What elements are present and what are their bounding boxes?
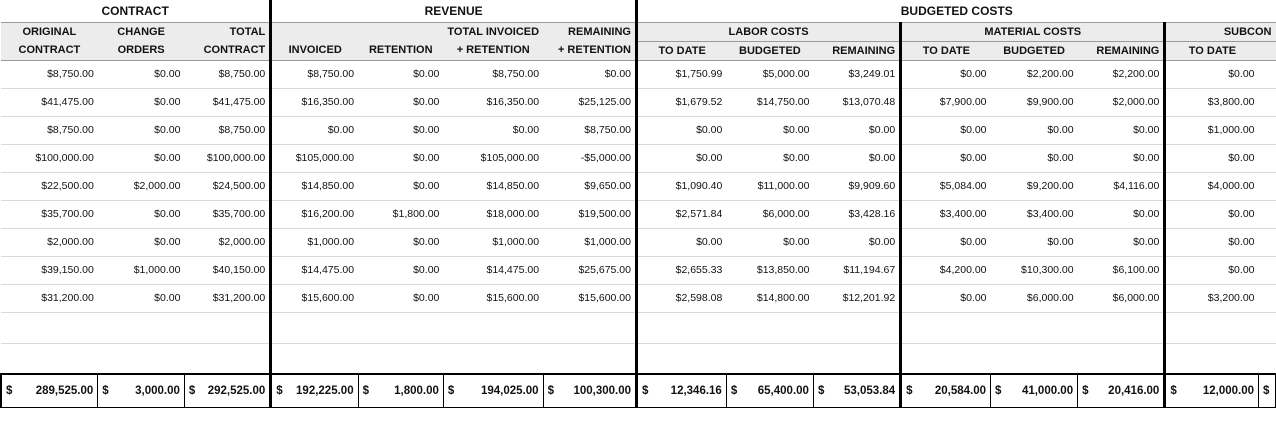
empty-cell[interactable] [358, 343, 443, 374]
cell-retention[interactable]: $0.00 [358, 60, 443, 88]
total-labor-to-date[interactable] [637, 374, 727, 407]
cell-labor-budgeted[interactable]: $14,750.00 [726, 88, 813, 116]
cell-labor-budgeted[interactable]: $5,000.00 [726, 60, 813, 88]
cell-invoiced[interactable]: $15,600.00 [271, 284, 358, 312]
cell-labor-remaining[interactable]: $0.00 [813, 144, 900, 172]
header-labor-to-date[interactable]: TO DATE [637, 41, 727, 60]
cell-remaining-revenue[interactable]: $0.00 [543, 60, 636, 88]
cell-overflow[interactable] [1259, 144, 1276, 172]
cell-retention[interactable]: $0.00 [358, 228, 443, 256]
total-value: 65,400.00 [757, 384, 809, 397]
empty-cell[interactable] [637, 343, 727, 374]
cell-overflow[interactable] [1259, 284, 1276, 312]
header-total-contract[interactable]: CONTRACT [184, 41, 270, 60]
empty-cell[interactable] [358, 312, 443, 343]
cell-total-invoiced[interactable]: $14,475.00 [443, 256, 543, 284]
subgroup-subcontractor[interactable]: SUBCON [1165, 22, 1276, 41]
empty-cell[interactable] [991, 312, 1078, 343]
currency-symbol: $ [6, 384, 13, 397]
currency-symbol: $ [188, 384, 196, 397]
empty-cell[interactable] [98, 312, 185, 343]
table-row [1, 60, 1276, 88]
cell-subcontractor-to-date[interactable]: $4,000.00 [1165, 172, 1259, 200]
cell-original-contract[interactable]: $8,750.00 [1, 116, 98, 144]
cell-material-budgeted[interactable]: $0.00 [991, 228, 1078, 256]
cell-total-invoiced[interactable]: $0.00 [443, 116, 543, 144]
empty-cell[interactable] [184, 312, 270, 343]
total-value: 100,300.00 [573, 384, 631, 397]
cell-total-invoiced[interactable]: $16,350.00 [443, 88, 543, 116]
empty-cell[interactable] [443, 343, 543, 374]
empty-cell[interactable] [726, 312, 813, 343]
total-material-to-date[interactable] [901, 374, 991, 407]
total-value: 1,800.00 [394, 384, 439, 397]
header-remaining-plus-retention[interactable]: + RETENTION [543, 41, 636, 60]
total-value: 41,000.00 [1021, 384, 1074, 397]
cell-material-remaining[interactable]: $0.00 [1078, 144, 1165, 172]
cell-total-contract[interactable]: $100,000.00 [184, 144, 270, 172]
table-row [1, 284, 1276, 312]
cell-material-to-date[interactable]: $0.00 [901, 284, 991, 312]
header-labor-remaining[interactable]: REMAINING [813, 41, 900, 60]
cell-material-budgeted[interactable]: $6,000.00 [991, 284, 1078, 312]
empty-row [1, 312, 1276, 343]
cell-retention[interactable]: $0.00 [358, 172, 443, 200]
cell-labor-to-date[interactable]: $2,571.84 [637, 200, 727, 228]
column-header-row-2 [1, 41, 1276, 60]
cell-overflow[interactable] [1259, 116, 1276, 144]
cell-labor-remaining[interactable]: $3,249.01 [813, 60, 900, 88]
header-material-to-date[interactable]: TO DATE [901, 41, 991, 60]
table-row [1, 144, 1276, 172]
cell-material-remaining[interactable]: $0.00 [1078, 228, 1165, 256]
cell-change-orders[interactable]: $0.00 [98, 144, 185, 172]
cell-labor-remaining[interactable]: $13,070.48 [813, 88, 900, 116]
cell-retention[interactable]: $0.00 [358, 116, 443, 144]
column-header-row-1 [1, 22, 1276, 41]
header-total-invoiced[interactable]: TOTAL INVOICED [443, 22, 543, 41]
empty-cell[interactable] [1259, 312, 1276, 343]
total-labor-budgeted[interactable] [726, 374, 813, 407]
cell-labor-budgeted[interactable]: $6,000.00 [726, 200, 813, 228]
cell-total-contract[interactable]: $40,150.00 [184, 256, 270, 284]
group-header-budgeted-costs[interactable]: BUDGETED COSTS [637, 0, 1276, 22]
cell-subcontractor-to-date[interactable]: $0.00 [1165, 228, 1259, 256]
cell-labor-budgeted[interactable]: $14,800.00 [726, 284, 813, 312]
cell-remaining-revenue[interactable]: -$5,000.00 [543, 144, 636, 172]
cell-material-budgeted[interactable]: $0.00 [991, 116, 1078, 144]
group-header-contract[interactable]: CONTRACT [1, 0, 271, 22]
header-subcontractor-to-date[interactable]: TO DATE [1165, 41, 1259, 60]
currency-symbol: $ [642, 384, 649, 397]
cell-original-contract[interactable]: $100,000.00 [1, 144, 98, 172]
cell-labor-budgeted[interactable]: $0.00 [726, 228, 813, 256]
cell-invoiced[interactable]: $0.00 [271, 116, 358, 144]
total-value: 12,000.00 [1202, 384, 1254, 397]
table-row [1, 88, 1276, 116]
cell-original-contract[interactable]: $31,200.00 [1, 284, 98, 312]
cell-retention[interactable]: $0.00 [358, 256, 443, 284]
cell-labor-remaining[interactable]: $9,909.60 [813, 172, 900, 200]
cell-overflow[interactable] [1259, 88, 1276, 116]
currency-symbol: $ [1263, 384, 1270, 397]
header-retention[interactable]: RETENTION [358, 41, 443, 60]
cell-subcontractor-to-date[interactable]: $3,200.00 [1165, 284, 1259, 312]
empty-row [1, 343, 1276, 374]
cell-invoiced[interactable]: $14,850.00 [271, 172, 358, 200]
total-value: 20,416.00 [1108, 384, 1160, 397]
cell-material-to-date[interactable]: $0.00 [901, 116, 991, 144]
cell-remaining-revenue[interactable]: $9,650.00 [543, 172, 636, 200]
group-header-row [1, 0, 1276, 22]
cell-retention[interactable]: $0.00 [358, 88, 443, 116]
empty-cell[interactable] [726, 343, 813, 374]
cell-material-remaining[interactable]: $6,000.00 [1078, 284, 1165, 312]
cell-total-invoiced[interactable]: $14,850.00 [443, 172, 543, 200]
cell-labor-budgeted[interactable]: $0.00 [726, 144, 813, 172]
currency-symbol: $ [276, 384, 283, 397]
empty-cell[interactable] [543, 312, 636, 343]
header-overflow[interactable] [1259, 41, 1276, 60]
cell-subcontractor-to-date[interactable]: $0.00 [1165, 200, 1259, 228]
cell-retention[interactable]: $0.00 [358, 284, 443, 312]
empty-cell[interactable] [901, 343, 991, 374]
header-invoiced-top[interactable] [271, 22, 358, 41]
total-value: 289,525.00 [35, 384, 94, 397]
cell-labor-to-date[interactable]: $0.00 [637, 144, 727, 172]
cell-overflow[interactable] [1259, 60, 1276, 88]
cell-subcontractor-to-date[interactable]: $0.00 [1165, 256, 1259, 284]
header-contract[interactable]: CONTRACT [1, 41, 98, 60]
table-row [1, 200, 1276, 228]
header-remaining-rev[interactable]: REMAINING [543, 22, 636, 41]
cell-remaining-revenue[interactable]: $15,600.00 [543, 284, 636, 312]
cell-overflow[interactable] [1259, 200, 1276, 228]
cell-labor-budgeted[interactable]: $13,850.00 [726, 256, 813, 284]
cell-retention[interactable]: $1,800.00 [358, 200, 443, 228]
cell-labor-to-date[interactable]: $0.00 [637, 116, 727, 144]
cell-material-budgeted[interactable]: $3,400.00 [991, 200, 1078, 228]
header-material-budgeted[interactable]: BUDGETED [991, 41, 1078, 60]
cell-change-orders[interactable]: $0.00 [98, 200, 185, 228]
total-material-budgeted[interactable] [991, 374, 1078, 407]
cell-retention[interactable]: $0.00 [358, 144, 443, 172]
header-invoiced[interactable]: INVOICED [271, 41, 358, 60]
cell-material-to-date[interactable]: $0.00 [901, 60, 991, 88]
empty-cell[interactable] [1165, 343, 1259, 374]
total-value: 12,346.16 [670, 384, 722, 397]
cell-remaining-revenue[interactable]: $19,500.00 [543, 200, 636, 228]
cell-material-budgeted[interactable]: $9,200.00 [991, 172, 1078, 200]
total-subcontractor-to-date[interactable] [1165, 374, 1259, 407]
cell-material-budgeted[interactable]: $2,200.00 [991, 60, 1078, 88]
cell-labor-budgeted[interactable]: $11,000.00 [726, 172, 813, 200]
cell-labor-budgeted[interactable]: $0.00 [726, 116, 813, 144]
cell-labor-remaining[interactable]: $0.00 [813, 116, 900, 144]
total-invoiced[interactable] [271, 374, 358, 407]
cell-total-contract[interactable]: $24,500.00 [184, 172, 270, 200]
cell-change-orders[interactable]: $0.00 [98, 284, 185, 312]
total-total-contract[interactable] [184, 374, 270, 407]
total-labor-remaining[interactable] [813, 374, 900, 407]
cell-material-remaining[interactable]: $0.00 [1078, 116, 1165, 144]
cell-invoiced[interactable]: $1,000.00 [271, 228, 358, 256]
cell-total-contract[interactable]: $2,000.00 [184, 228, 270, 256]
cell-material-budgeted[interactable]: $9,900.00 [991, 88, 1078, 116]
cell-total-invoiced[interactable]: $1,000.00 [443, 228, 543, 256]
cell-total-contract[interactable]: $8,750.00 [184, 60, 270, 88]
group-header-revenue[interactable]: REVENUE [271, 0, 637, 22]
cell-material-to-date[interactable]: $0.00 [901, 228, 991, 256]
cell-material-remaining[interactable]: $2,000.00 [1078, 88, 1165, 116]
cell-invoiced[interactable]: $14,475.00 [271, 256, 358, 284]
cell-material-to-date[interactable]: $0.00 [901, 144, 991, 172]
cell-change-orders[interactable]: $0.00 [98, 88, 185, 116]
header-material-remaining[interactable]: REMAINING [1078, 41, 1165, 60]
cell-material-remaining[interactable]: $4,116.00 [1078, 172, 1165, 200]
empty-cell[interactable] [991, 343, 1078, 374]
header-plus-retention[interactable]: + RETENTION [443, 41, 543, 60]
cell-labor-to-date[interactable]: $2,655.33 [637, 256, 727, 284]
total-retention[interactable] [358, 374, 443, 407]
total-material-remaining[interactable] [1078, 374, 1165, 407]
currency-symbol: $ [447, 384, 455, 397]
total-value: 53,053.84 [844, 384, 896, 397]
currency-symbol: $ [362, 384, 369, 397]
cell-original-contract[interactable]: $41,475.00 [1, 88, 98, 116]
table-row [1, 228, 1276, 256]
empty-cell[interactable] [1078, 312, 1165, 343]
cell-labor-to-date[interactable]: $1,750.99 [637, 60, 727, 88]
cell-remaining-revenue[interactable]: $8,750.00 [543, 116, 636, 144]
cell-material-budgeted[interactable]: $10,300.00 [991, 256, 1078, 284]
cell-remaining-revenue[interactable]: $1,000.00 [543, 228, 636, 256]
total-value: 194,025.00 [481, 384, 539, 397]
cell-total-contract[interactable]: $35,700.00 [184, 200, 270, 228]
cell-original-contract[interactable]: $35,700.00 [1, 200, 98, 228]
cell-invoiced[interactable]: $16,200.00 [271, 200, 358, 228]
header-total[interactable]: TOTAL [184, 22, 270, 41]
empty-cell[interactable] [543, 343, 636, 374]
cell-labor-remaining[interactable]: $11,194.67 [813, 256, 900, 284]
cell-change-orders[interactable]: $1,000.00 [98, 256, 185, 284]
cell-original-contract[interactable]: $2,000.00 [1, 228, 98, 256]
cell-invoiced[interactable]: $16,350.00 [271, 88, 358, 116]
cell-total-contract[interactable]: $8,750.00 [184, 116, 270, 144]
header-orders[interactable]: ORDERS [98, 41, 185, 60]
table-row [1, 116, 1276, 144]
cell-material-remaining[interactable]: $6,100.00 [1078, 256, 1165, 284]
currency-symbol: $ [547, 384, 554, 397]
empty-cell[interactable] [813, 343, 900, 374]
header-labor-budgeted[interactable]: BUDGETED [726, 41, 813, 60]
total-total-invoiced[interactable] [443, 374, 543, 407]
cell-labor-to-date[interactable]: $1,679.52 [637, 88, 727, 116]
cell-total-contract[interactable]: $41,475.00 [184, 88, 270, 116]
cell-labor-remaining[interactable]: $12,201.92 [813, 284, 900, 312]
cell-material-to-date[interactable]: $4,200.00 [901, 256, 991, 284]
cell-labor-remaining[interactable]: $0.00 [813, 228, 900, 256]
cell-material-to-date[interactable]: $5,084.00 [901, 172, 991, 200]
empty-cell[interactable] [98, 343, 185, 374]
empty-cell[interactable] [1165, 312, 1259, 343]
currency-symbol: $ [1170, 384, 1177, 397]
empty-cell[interactable] [813, 312, 900, 343]
header-retention-top[interactable] [358, 22, 443, 41]
cell-remaining-revenue[interactable]: $25,675.00 [543, 256, 636, 284]
total-value: 192,225.00 [296, 384, 354, 397]
currency-symbol: $ [906, 384, 913, 397]
subgroup-material-costs[interactable]: MATERIAL COSTS [901, 22, 1165, 41]
cell-original-contract[interactable]: $22,500.00 [1, 172, 98, 200]
cell-subcontractor-to-date[interactable]: $0.00 [1165, 60, 1259, 88]
cell-change-orders[interactable]: $2,000.00 [98, 172, 185, 200]
empty-cell[interactable] [901, 312, 991, 343]
currency-symbol: $ [730, 384, 738, 397]
empty-cell[interactable] [271, 312, 358, 343]
cell-change-orders[interactable]: $0.00 [98, 60, 185, 88]
cell-overflow[interactable] [1259, 228, 1276, 256]
empty-cell[interactable] [1259, 343, 1276, 374]
cell-original-contract[interactable]: $8,750.00 [1, 60, 98, 88]
currency-symbol: $ [995, 384, 1002, 397]
cell-material-remaining[interactable]: $2,200.00 [1078, 60, 1165, 88]
cell-material-to-date[interactable]: $7,900.00 [901, 88, 991, 116]
cell-labor-to-date[interactable]: $0.00 [637, 228, 727, 256]
empty-cell[interactable] [443, 312, 543, 343]
empty-cell[interactable] [271, 343, 358, 374]
currency-symbol: $ [102, 384, 109, 397]
empty-cell[interactable] [184, 343, 270, 374]
total-value: 292,525.00 [207, 384, 266, 397]
totals-row [1, 374, 1276, 407]
cell-subcontractor-to-date[interactable]: $1,000.00 [1165, 116, 1259, 144]
cell-overflow[interactable] [1259, 256, 1276, 284]
total-original-contract[interactable] [1, 374, 98, 407]
total-change-orders[interactable] [98, 374, 185, 407]
empty-cell[interactable] [1078, 343, 1165, 374]
cell-subcontractor-to-date[interactable]: $3,800.00 [1165, 88, 1259, 116]
cell-material-budgeted[interactable]: $0.00 [991, 144, 1078, 172]
cell-total-invoiced[interactable]: $105,000.00 [443, 144, 543, 172]
currency-symbol: $ [817, 384, 825, 397]
cell-original-contract[interactable]: $39,150.00 [1, 256, 98, 284]
empty-cell[interactable] [637, 312, 727, 343]
cell-material-to-date[interactable]: $3,400.00 [901, 200, 991, 228]
header-original[interactable]: ORIGINAL [1, 22, 98, 41]
cell-total-invoiced[interactable]: $8,750.00 [443, 60, 543, 88]
cell-invoiced[interactable]: $105,000.00 [271, 144, 358, 172]
cell-labor-to-date[interactable]: $1,090.40 [637, 172, 727, 200]
cell-subcontractor-to-date[interactable]: $0.00 [1165, 144, 1259, 172]
cell-material-remaining[interactable]: $0.00 [1078, 200, 1165, 228]
empty-cell[interactable] [1, 312, 98, 343]
cell-change-orders[interactable]: $0.00 [98, 116, 185, 144]
table-row [1, 172, 1276, 200]
table-row [1, 256, 1276, 284]
cell-remaining-revenue[interactable]: $25,125.00 [543, 88, 636, 116]
cell-labor-to-date[interactable]: $2,598.08 [637, 284, 727, 312]
cell-total-invoiced[interactable]: $18,000.00 [443, 200, 543, 228]
cell-labor-remaining[interactable]: $3,428.16 [813, 200, 900, 228]
cell-overflow[interactable] [1259, 172, 1276, 200]
total-remaining-revenue[interactable] [543, 374, 636, 407]
cell-change-orders[interactable]: $0.00 [98, 228, 185, 256]
subgroup-labor-costs[interactable]: LABOR COSTS [637, 22, 901, 41]
empty-cell[interactable] [1, 343, 98, 374]
cell-invoiced[interactable]: $8,750.00 [271, 60, 358, 88]
total-value: 3,000.00 [135, 384, 180, 397]
header-change[interactable]: CHANGE [98, 22, 185, 41]
cell-total-invoiced[interactable]: $15,600.00 [443, 284, 543, 312]
total-overflow[interactable] [1259, 374, 1276, 407]
currency-symbol: $ [1082, 384, 1089, 397]
cell-total-contract[interactable]: $31,200.00 [184, 284, 270, 312]
total-value: 20,584.00 [934, 384, 987, 397]
